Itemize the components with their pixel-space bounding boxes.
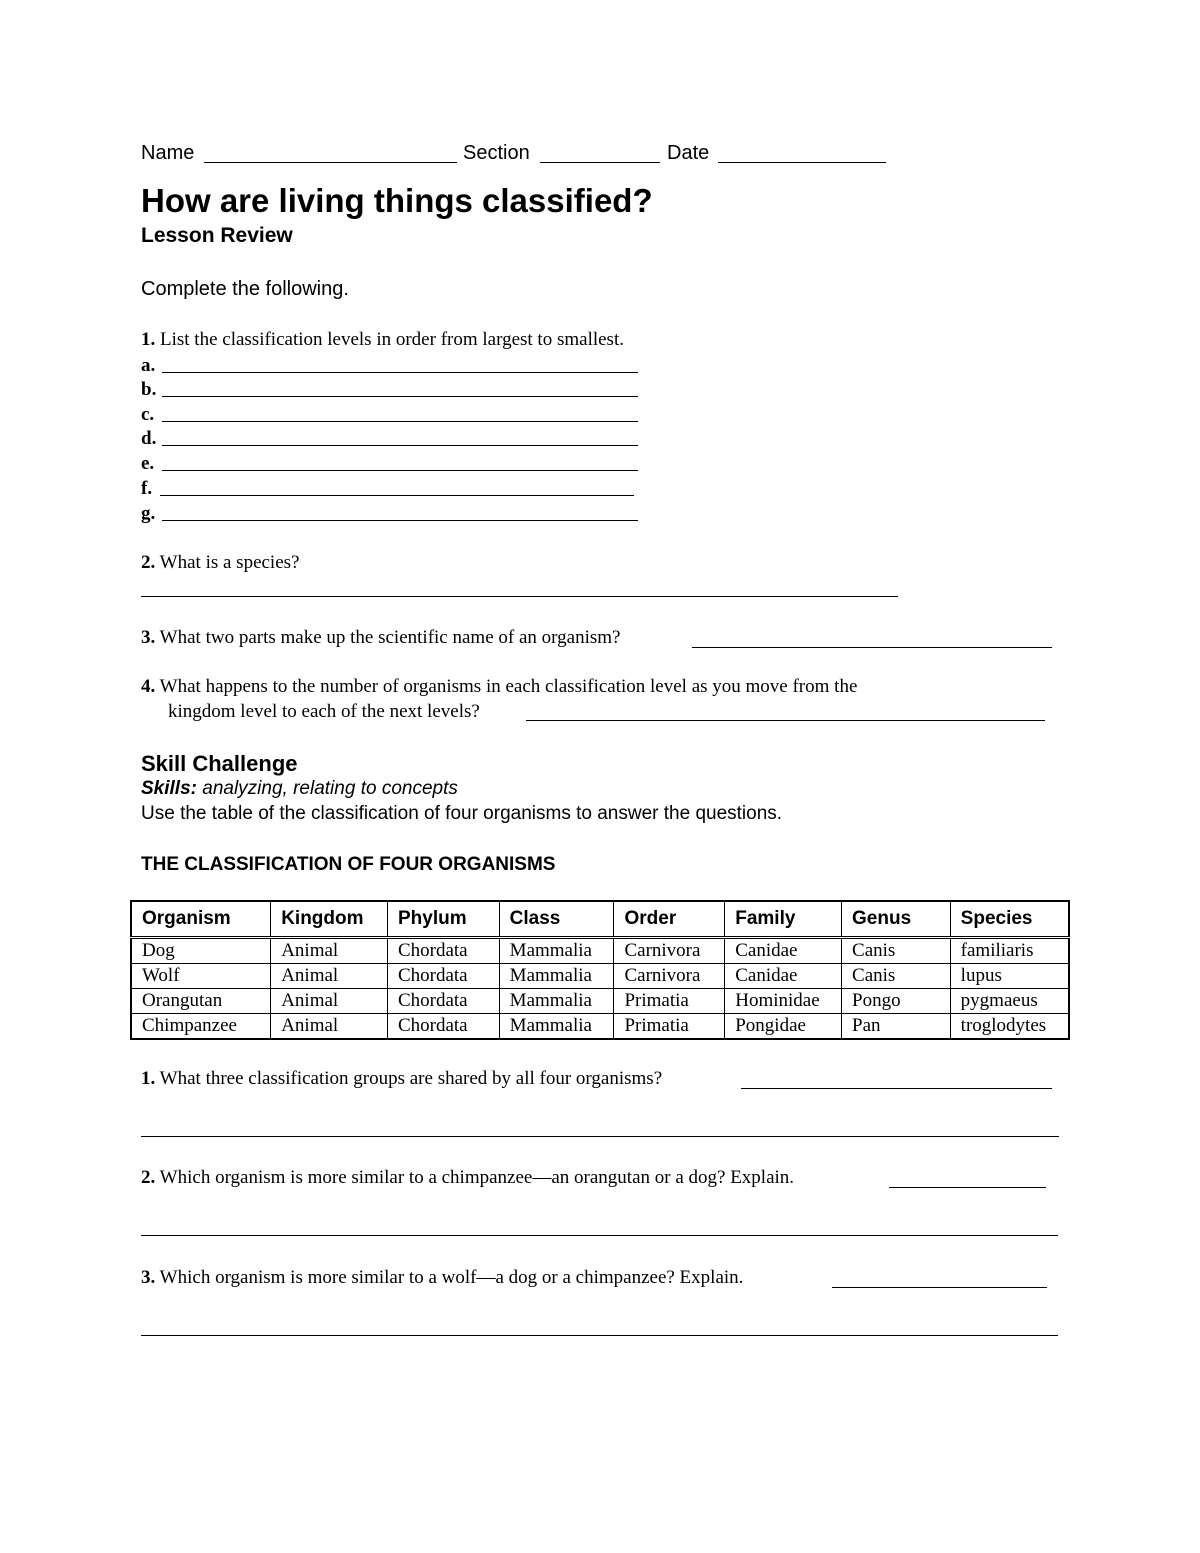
table-cell: Hominidae <box>725 989 842 1014</box>
column-header: Species <box>950 901 1069 938</box>
column-header: Order <box>614 901 725 938</box>
skills-label: Skills: <box>141 778 197 799</box>
table-cell: Mammalia <box>499 1014 614 1040</box>
column-header: Genus <box>842 901 951 938</box>
table-cell: troglodytes <box>950 1014 1069 1040</box>
question-number: 1. <box>141 1068 156 1089</box>
table-row <box>131 964 1069 989</box>
question-number: 2. <box>141 552 156 573</box>
table-title: THE CLASSIFICATION OF FOUR ORGANISMS <box>141 854 556 875</box>
table-cell: Chimpanzee <box>131 1014 271 1040</box>
review-question-1 <box>141 329 624 351</box>
name-label: Name <box>141 142 195 164</box>
level-g-label: g. <box>141 503 156 524</box>
header-row <box>141 142 194 165</box>
table-cell: Mammalia <box>499 938 614 964</box>
column-header: Organism <box>131 901 271 938</box>
question-text: Which organism is more similar to a wolf—a dog or a chimpanzee? Explain. <box>159 1267 744 1288</box>
question-number: 3. <box>141 1267 156 1288</box>
skills-line <box>141 778 458 800</box>
table-cell: Chordata <box>387 989 499 1014</box>
table-cell: Pongidae <box>725 1014 842 1040</box>
table-cell: Canidae <box>725 938 842 964</box>
review-question-2 <box>141 552 299 574</box>
level-d-field[interactable] <box>162 445 638 446</box>
table-cell: Animal <box>271 1014 388 1040</box>
table-cell: Chordata <box>387 964 499 989</box>
level-f-field[interactable] <box>160 495 634 496</box>
table-header-row <box>131 901 1069 938</box>
review-question-4-continued: kingdom level to each of the next levels? <box>168 701 480 722</box>
skill-instruction: Use the table of the classification of four organisms to answer the questions. <box>141 803 783 824</box>
challenge-1-answer-field[interactable] <box>141 1136 1059 1137</box>
skill-challenge-heading: Skill Challenge <box>141 751 298 776</box>
challenge-3-answer-field[interactable] <box>141 1335 1058 1336</box>
question-text: List the classification levels in order from largest to smallest. <box>160 329 624 350</box>
level-b-field[interactable] <box>162 396 638 397</box>
column-header: Phylum <box>387 901 499 938</box>
date-label: Date <box>667 142 710 164</box>
table-cell: lupus <box>950 964 1069 989</box>
date-field[interactable] <box>718 162 886 163</box>
classification-table <box>130 900 1070 1040</box>
organism-count-answer-field[interactable] <box>526 720 1045 721</box>
table-cell: Canidae <box>725 964 842 989</box>
table-cell: Canis <box>842 964 951 989</box>
table-cell: Primatia <box>614 989 725 1014</box>
level-g-field[interactable] <box>162 520 638 521</box>
table-cell: familiaris <box>950 938 1069 964</box>
challenge-question-2 <box>141 1167 794 1189</box>
table-cell: pygmaeus <box>950 989 1069 1014</box>
review-question-3 <box>141 627 620 649</box>
challenge-3-inline-field[interactable] <box>832 1287 1047 1288</box>
level-d-label: d. <box>141 428 157 449</box>
species-answer-field[interactable] <box>141 596 898 597</box>
question-number: 2. <box>141 1167 156 1188</box>
table-row <box>131 938 1069 964</box>
table-cell: Canis <box>842 938 951 964</box>
table-row <box>131 1014 1069 1040</box>
level-e-label: e. <box>141 453 155 474</box>
table-cell: Animal <box>271 938 388 964</box>
table-cell: Primatia <box>614 1014 725 1040</box>
question-text: What happens to the number of organisms in each classification level as you move from the <box>159 676 858 697</box>
table-cell: Chordata <box>387 938 499 964</box>
table-cell: Pan <box>842 1014 951 1040</box>
page-title: How are living things classified? <box>141 182 653 219</box>
section-field[interactable] <box>540 162 660 163</box>
level-a-field[interactable] <box>162 372 638 373</box>
table-cell: Carnivora <box>614 938 725 964</box>
table-cell: Carnivora <box>614 964 725 989</box>
level-a-label: a. <box>141 355 156 376</box>
name-field[interactable] <box>204 162 457 163</box>
table-cell: Dog <box>131 938 271 964</box>
question-text: What is a species? <box>159 552 300 573</box>
level-f-label: f. <box>141 478 153 499</box>
challenge-question-3 <box>141 1267 743 1289</box>
challenge-2-answer-field[interactable] <box>141 1235 1058 1236</box>
table-cell: Pongo <box>842 989 951 1014</box>
question-text: Which organism is more similar to a chimpanzee—an orangutan or a dog? Explain. <box>159 1167 795 1188</box>
table-cell: Wolf <box>131 964 271 989</box>
skills-text: analyzing, relating to concepts <box>196 778 458 799</box>
scientific-name-answer-field[interactable] <box>692 647 1052 648</box>
column-header: Class <box>499 901 614 938</box>
table-cell: Orangutan <box>131 989 271 1014</box>
review-question-4 <box>141 676 857 698</box>
level-c-label: c. <box>141 404 155 425</box>
instructions: Complete the following. <box>141 278 349 300</box>
level-e-field[interactable] <box>162 470 638 471</box>
table-cell: Animal <box>271 989 388 1014</box>
question-number: 1. <box>141 329 156 350</box>
question-number: 4. <box>141 676 156 697</box>
question-number: 3. <box>141 627 156 648</box>
table-cell: Mammalia <box>499 964 614 989</box>
question-text: What three classification groups are shared by all four organisms? <box>159 1068 663 1089</box>
table-row <box>131 989 1069 1014</box>
challenge-1-inline-field[interactable] <box>741 1088 1052 1089</box>
column-header: Kingdom <box>271 901 388 938</box>
table-cell: Animal <box>271 964 388 989</box>
table-cell: Mammalia <box>499 989 614 1014</box>
section-label: Section <box>463 142 530 164</box>
challenge-2-inline-field[interactable] <box>889 1187 1046 1188</box>
question-text: What two parts make up the scientific name of an organism? <box>159 627 621 648</box>
level-b-label: b. <box>141 379 157 400</box>
page-subtitle: Lesson Review <box>141 224 293 247</box>
level-c-field[interactable] <box>162 421 638 422</box>
table-cell: Chordata <box>387 1014 499 1040</box>
challenge-question-1 <box>141 1068 662 1090</box>
column-header: Family <box>725 901 842 938</box>
